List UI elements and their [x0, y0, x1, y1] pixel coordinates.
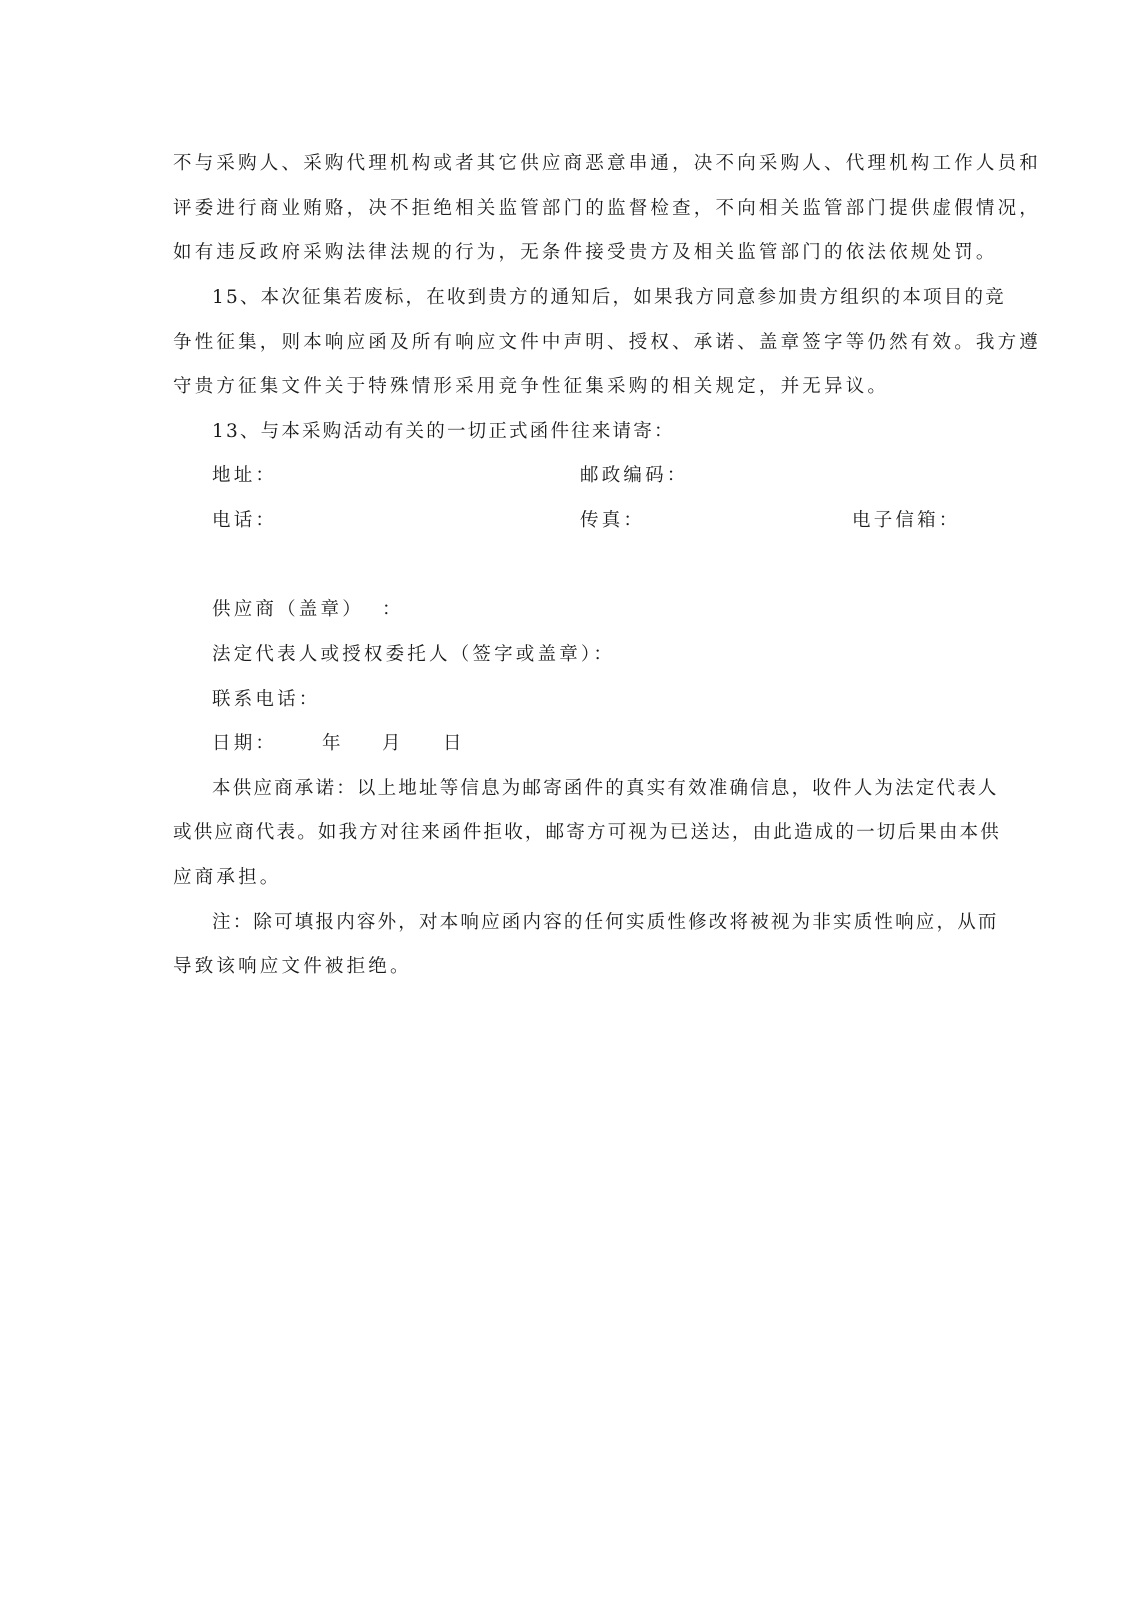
commitment-line-2: 或供应商代表。如我方对往来函件拒收，邮寄方可视为已送达，由此造成的一切后果由本供: [173, 822, 1002, 843]
contact-phone-label: 联系电话：: [212, 689, 321, 710]
integrity-line-1: 不与采购人、采购代理机构或者其它供应商恶意串通，决不向采购人、代理机构工作人员和: [173, 153, 1042, 174]
item-13-heading: 13、与本采购活动有关的一切正式函件往来请寄：: [212, 421, 675, 442]
item-15-line-3: 守贵方征集文件关于特殊情形采用竞争性征集采购的相关规定，并无异议。: [173, 376, 890, 397]
date-day-label: 日: [443, 733, 465, 754]
date-year-label: 年: [322, 733, 344, 754]
item-15-line-1: 15、本次征集若废标，在收到贵方的通知后，如果我方同意参加贵方组织的本项目的竞: [212, 287, 1006, 308]
email-label: 电子信箱：: [852, 510, 961, 531]
date-label: 日期：: [212, 733, 278, 754]
integrity-line-2: 评委进行商业贿赂，决不拒绝相关监管部门的监督检查，不向相关监管部门提供虚假情况，: [173, 198, 1042, 219]
commitment-line-1: 本供应商承诺：以上地址等信息为邮寄函件的真实有效准确信息，收件人为法定代表人: [212, 778, 999, 799]
date-month-label: 月: [382, 733, 404, 754]
note-line-1: 注：除可填报内容外，对本响应函内容的任何实质性修改将被视为非实质性响应，从而: [212, 912, 999, 933]
commitment-line-3: 应商承担。: [173, 867, 282, 888]
supplier-seal-label: 供应商（盖章） ：: [212, 599, 404, 620]
postcode-label: 邮政编码：: [580, 465, 689, 486]
item-15-line-2: 争性征集，则本响应函及所有响应文件中声明、授权、承诺、盖章签字等仍然有效。我方遵: [173, 332, 1042, 353]
address-label: 地址：: [212, 465, 278, 486]
representative-label: 法定代表人或授权委托人（签字或盖章）：: [212, 644, 616, 665]
phone-label: 电话：: [212, 510, 278, 531]
integrity-line-3: 如有违反政府采购法律法规的行为，无条件接受贵方及相关监管部门的依法依规处罚。: [173, 242, 998, 263]
note-line-2: 导致该响应文件被拒绝。: [173, 956, 412, 977]
fax-label: 传真：: [580, 510, 646, 531]
